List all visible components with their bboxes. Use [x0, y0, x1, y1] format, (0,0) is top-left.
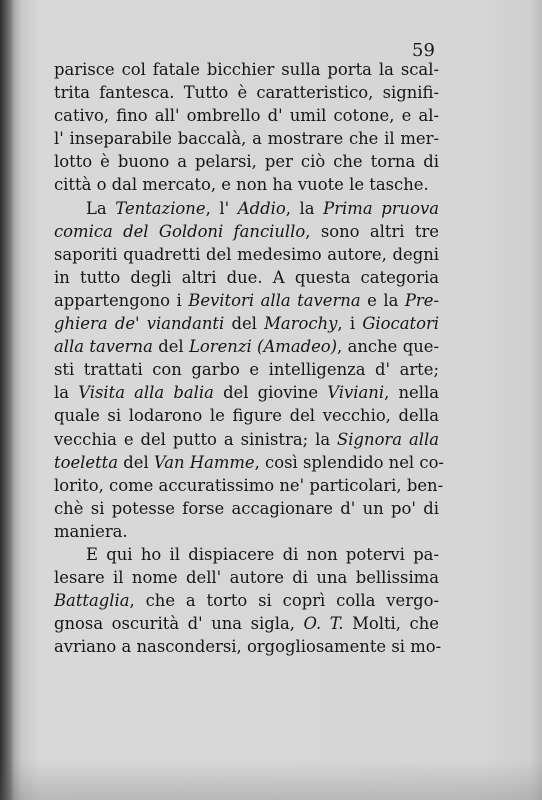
text-line: ghiera de' viandanti del Marochy, i Giocatori: [54, 314, 440, 334]
text-line: trita fantesca. Tutto è caratteristico, signifi-: [54, 83, 439, 103]
text-line: sti trattati con garbo e intelligenza d' arte;: [54, 360, 439, 380]
paragraph: [54, 543, 442, 658]
text-line: parisce col fatale bicchier sulla porta la scal-: [54, 60, 439, 79]
body-text: [54, 58, 444, 658]
text-line: toeletta del Van Hamme, così splendido nel co-: [54, 452, 444, 472]
text-line: lorito, come accuratissimo ne' particolari, ben-: [54, 475, 444, 495]
text-line: in tutto degli altri due. A questa categoria: [54, 267, 439, 287]
text-line: maniera.: [54, 521, 128, 541]
page-number: 59: [412, 40, 435, 61]
text-line: cativo, fino all' ombrello d' umil cotone, e al-: [54, 106, 439, 126]
text-line: saporiti quadretti del medesimo autore, degni: [54, 244, 439, 264]
text-line: appartengono i Bevitori alla taverna e la Pre-: [54, 290, 439, 310]
book-spine-shadow: [0, 0, 14, 800]
text-line: Battaglia, che a torto si coprì colla vergo-: [54, 591, 439, 611]
paragraph: [54, 197, 444, 543]
text-line: lesare il nome dell' autore di una bellissima: [54, 568, 439, 588]
text-line: città o dal mercato, e non ha vuote le tasche.: [54, 175, 429, 195]
paragraph: [54, 58, 439, 197]
text-line: chè si potesse forse accagionare d' un po' di: [54, 498, 439, 518]
text-line: l' inseparabile baccalà, a mostrare che il mer-: [54, 129, 439, 149]
text-line: la Visita alla balia del giovine Viviani, nella: [54, 383, 439, 403]
text-line: E qui ho il dispiacere di non potervi pa-: [86, 544, 439, 564]
text-line: alla taverna del Lorenzi (Amadeo), anche que-: [54, 337, 439, 357]
text-line: gnosa oscurità d' una sigla, O. T. Molti, che: [54, 614, 439, 634]
text-line: lotto è buono a pelarsi, per ciò che torna di: [54, 152, 439, 172]
text-line: avriano a nascondersi, orgogliosamente si mo-: [54, 637, 442, 657]
text-line: vecchia e del putto a sinistra; la Signora alla: [54, 429, 440, 449]
page-bottom-shadow: [0, 760, 542, 800]
text-line: La Tentazione, l' Addio, la Prima pruova: [86, 198, 439, 218]
text-line: quale si lodarono le figure del vecchio, della: [54, 406, 439, 426]
text-line: comica del Goldoni fanciullo, sono altri tre: [54, 221, 439, 241]
